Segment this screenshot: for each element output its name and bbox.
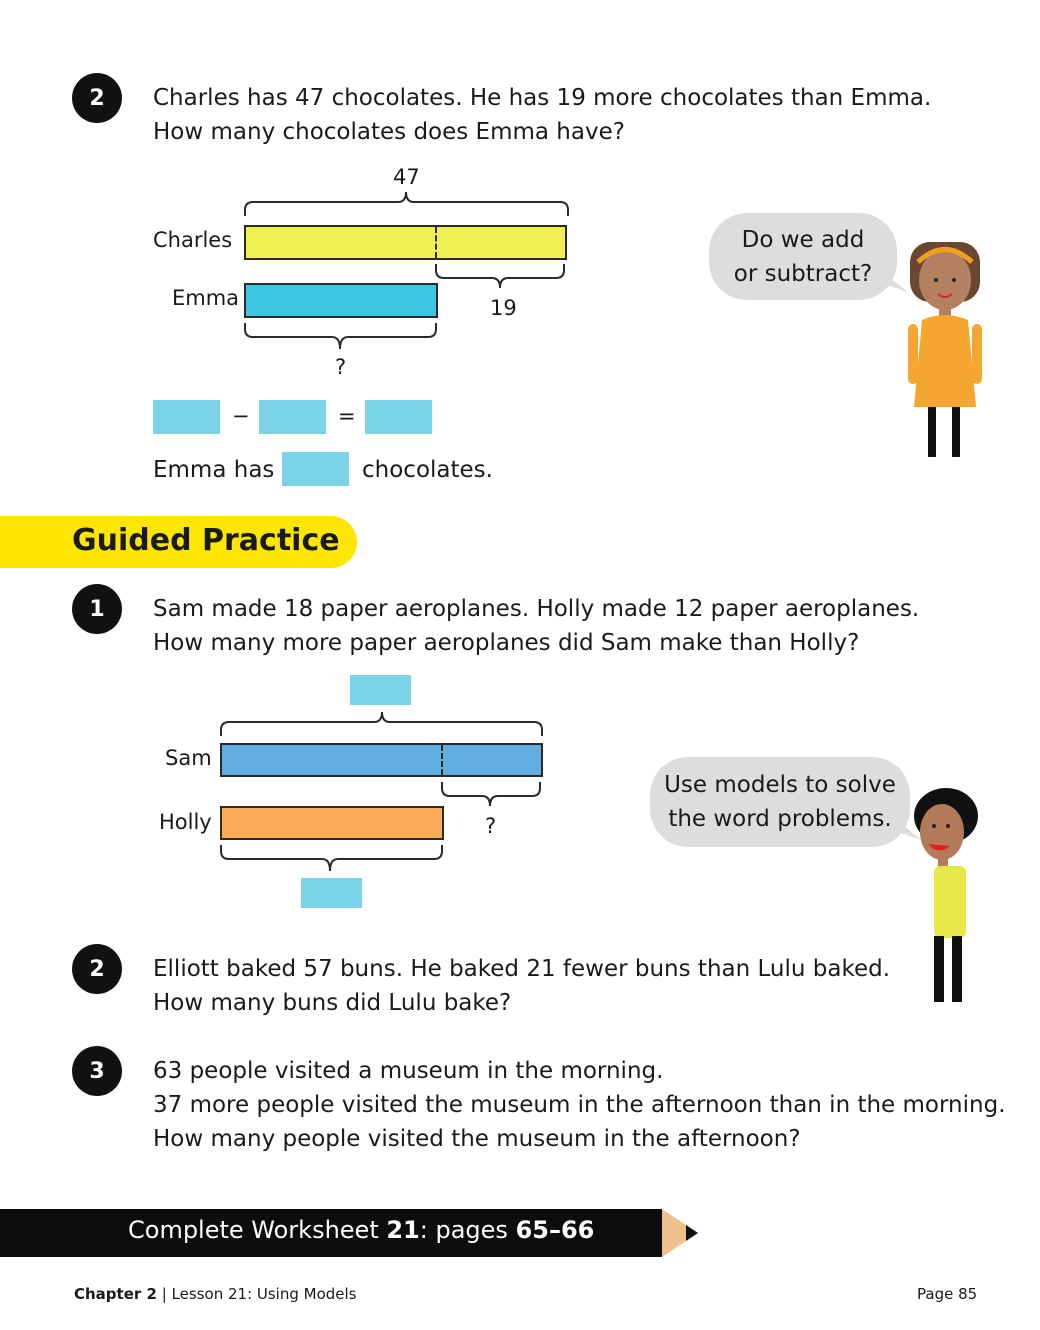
holly-label: Holly xyxy=(159,810,212,834)
footer-separator: | xyxy=(161,1285,167,1303)
emma-bar xyxy=(244,283,438,318)
pencil-tip-icon xyxy=(662,1209,702,1257)
bottom-brace xyxy=(216,843,448,875)
worksheet-text xyxy=(128,1216,594,1244)
minus-sign: − xyxy=(232,404,250,428)
total-label: 47 xyxy=(393,165,420,189)
bubble-line: the word problems. xyxy=(668,806,892,832)
difference-brace xyxy=(432,262,572,290)
dashed-divider xyxy=(441,745,443,775)
example-question-text xyxy=(153,81,931,149)
page-number: Page 85 xyxy=(917,1285,978,1303)
answer-suffix: chocolates. xyxy=(362,457,493,483)
section-title: Guided Practice xyxy=(72,523,340,558)
holly-bar xyxy=(220,806,444,840)
difference-label: 19 xyxy=(490,296,517,320)
answer-box[interactable] xyxy=(282,452,349,486)
question-number-badge: 2 xyxy=(72,944,122,994)
dashed-divider xyxy=(435,227,437,258)
footer-lesson-title: Lesson 21: Using Models xyxy=(171,1285,357,1303)
answer-prefix: Emma has xyxy=(153,457,275,483)
question-line: How many people visited the museum in the afternoon? xyxy=(153,1126,801,1152)
worksheet-prefix: Complete Worksheet xyxy=(128,1216,387,1244)
bubble-line: Use models to solve xyxy=(664,772,896,798)
question-line: Sam made 18 paper aeroplanes. Holly made 12 paper aeroplanes. xyxy=(153,596,920,622)
answer-box[interactable] xyxy=(350,675,411,705)
bottom-brace xyxy=(240,321,444,353)
sam-bar xyxy=(220,743,543,777)
question-line: How many chocolates does Emma have? xyxy=(153,119,625,145)
answer-box[interactable] xyxy=(365,400,432,434)
girl-character-illustration xyxy=(900,232,995,464)
sam-label: Sam xyxy=(165,746,212,770)
bubble-line: or subtract? xyxy=(733,260,873,287)
top-brace xyxy=(216,706,548,740)
question-1-text xyxy=(153,592,919,660)
question-2-text xyxy=(153,952,890,1020)
charles-label: Charles xyxy=(153,228,233,252)
speech-bubble xyxy=(650,757,910,847)
answer-box[interactable] xyxy=(259,400,326,434)
question-line: Elliott baked 57 buns. He baked 21 fewer buns than Lulu baked. xyxy=(153,956,891,982)
unknown-label: ? xyxy=(335,355,347,379)
question-number-badge: 2 xyxy=(72,73,122,123)
charles-bar xyxy=(244,225,567,260)
question-number-badge: 3 xyxy=(72,1046,122,1096)
boy-character-illustration xyxy=(912,786,984,1010)
question-line: 63 people visited a museum in the morning. xyxy=(153,1058,664,1084)
top-brace xyxy=(240,188,574,220)
worksheet-middle: : pages xyxy=(419,1216,516,1244)
question-line: How many more paper aeroplanes did Sam make than Holly? xyxy=(153,630,860,656)
question-line: How many buns did Lulu bake? xyxy=(153,990,512,1016)
footer-chapter: Chapter 2 xyxy=(74,1285,157,1303)
worksheet-pages: 65–66 xyxy=(515,1216,595,1244)
worksheet-number: 21 xyxy=(386,1216,420,1244)
question-number-badge: 1 xyxy=(72,584,122,634)
question-line: Charles has 47 chocolates. He has 19 more chocolates than Emma. xyxy=(153,85,932,111)
difference-label: ? xyxy=(485,814,497,838)
speech-bubble xyxy=(709,213,897,300)
answer-box[interactable] xyxy=(301,878,362,908)
emma-label: Emma xyxy=(172,286,240,310)
difference-brace xyxy=(438,780,548,808)
question-3-text xyxy=(153,1054,1006,1156)
equals-sign: = xyxy=(338,404,356,428)
question-line: 37 more people visited the museum in the afternoon than in the morning. xyxy=(153,1092,1006,1118)
answer-box[interactable] xyxy=(153,400,220,434)
footer-lesson xyxy=(74,1285,357,1303)
bubble-line: Do we add xyxy=(741,226,865,253)
